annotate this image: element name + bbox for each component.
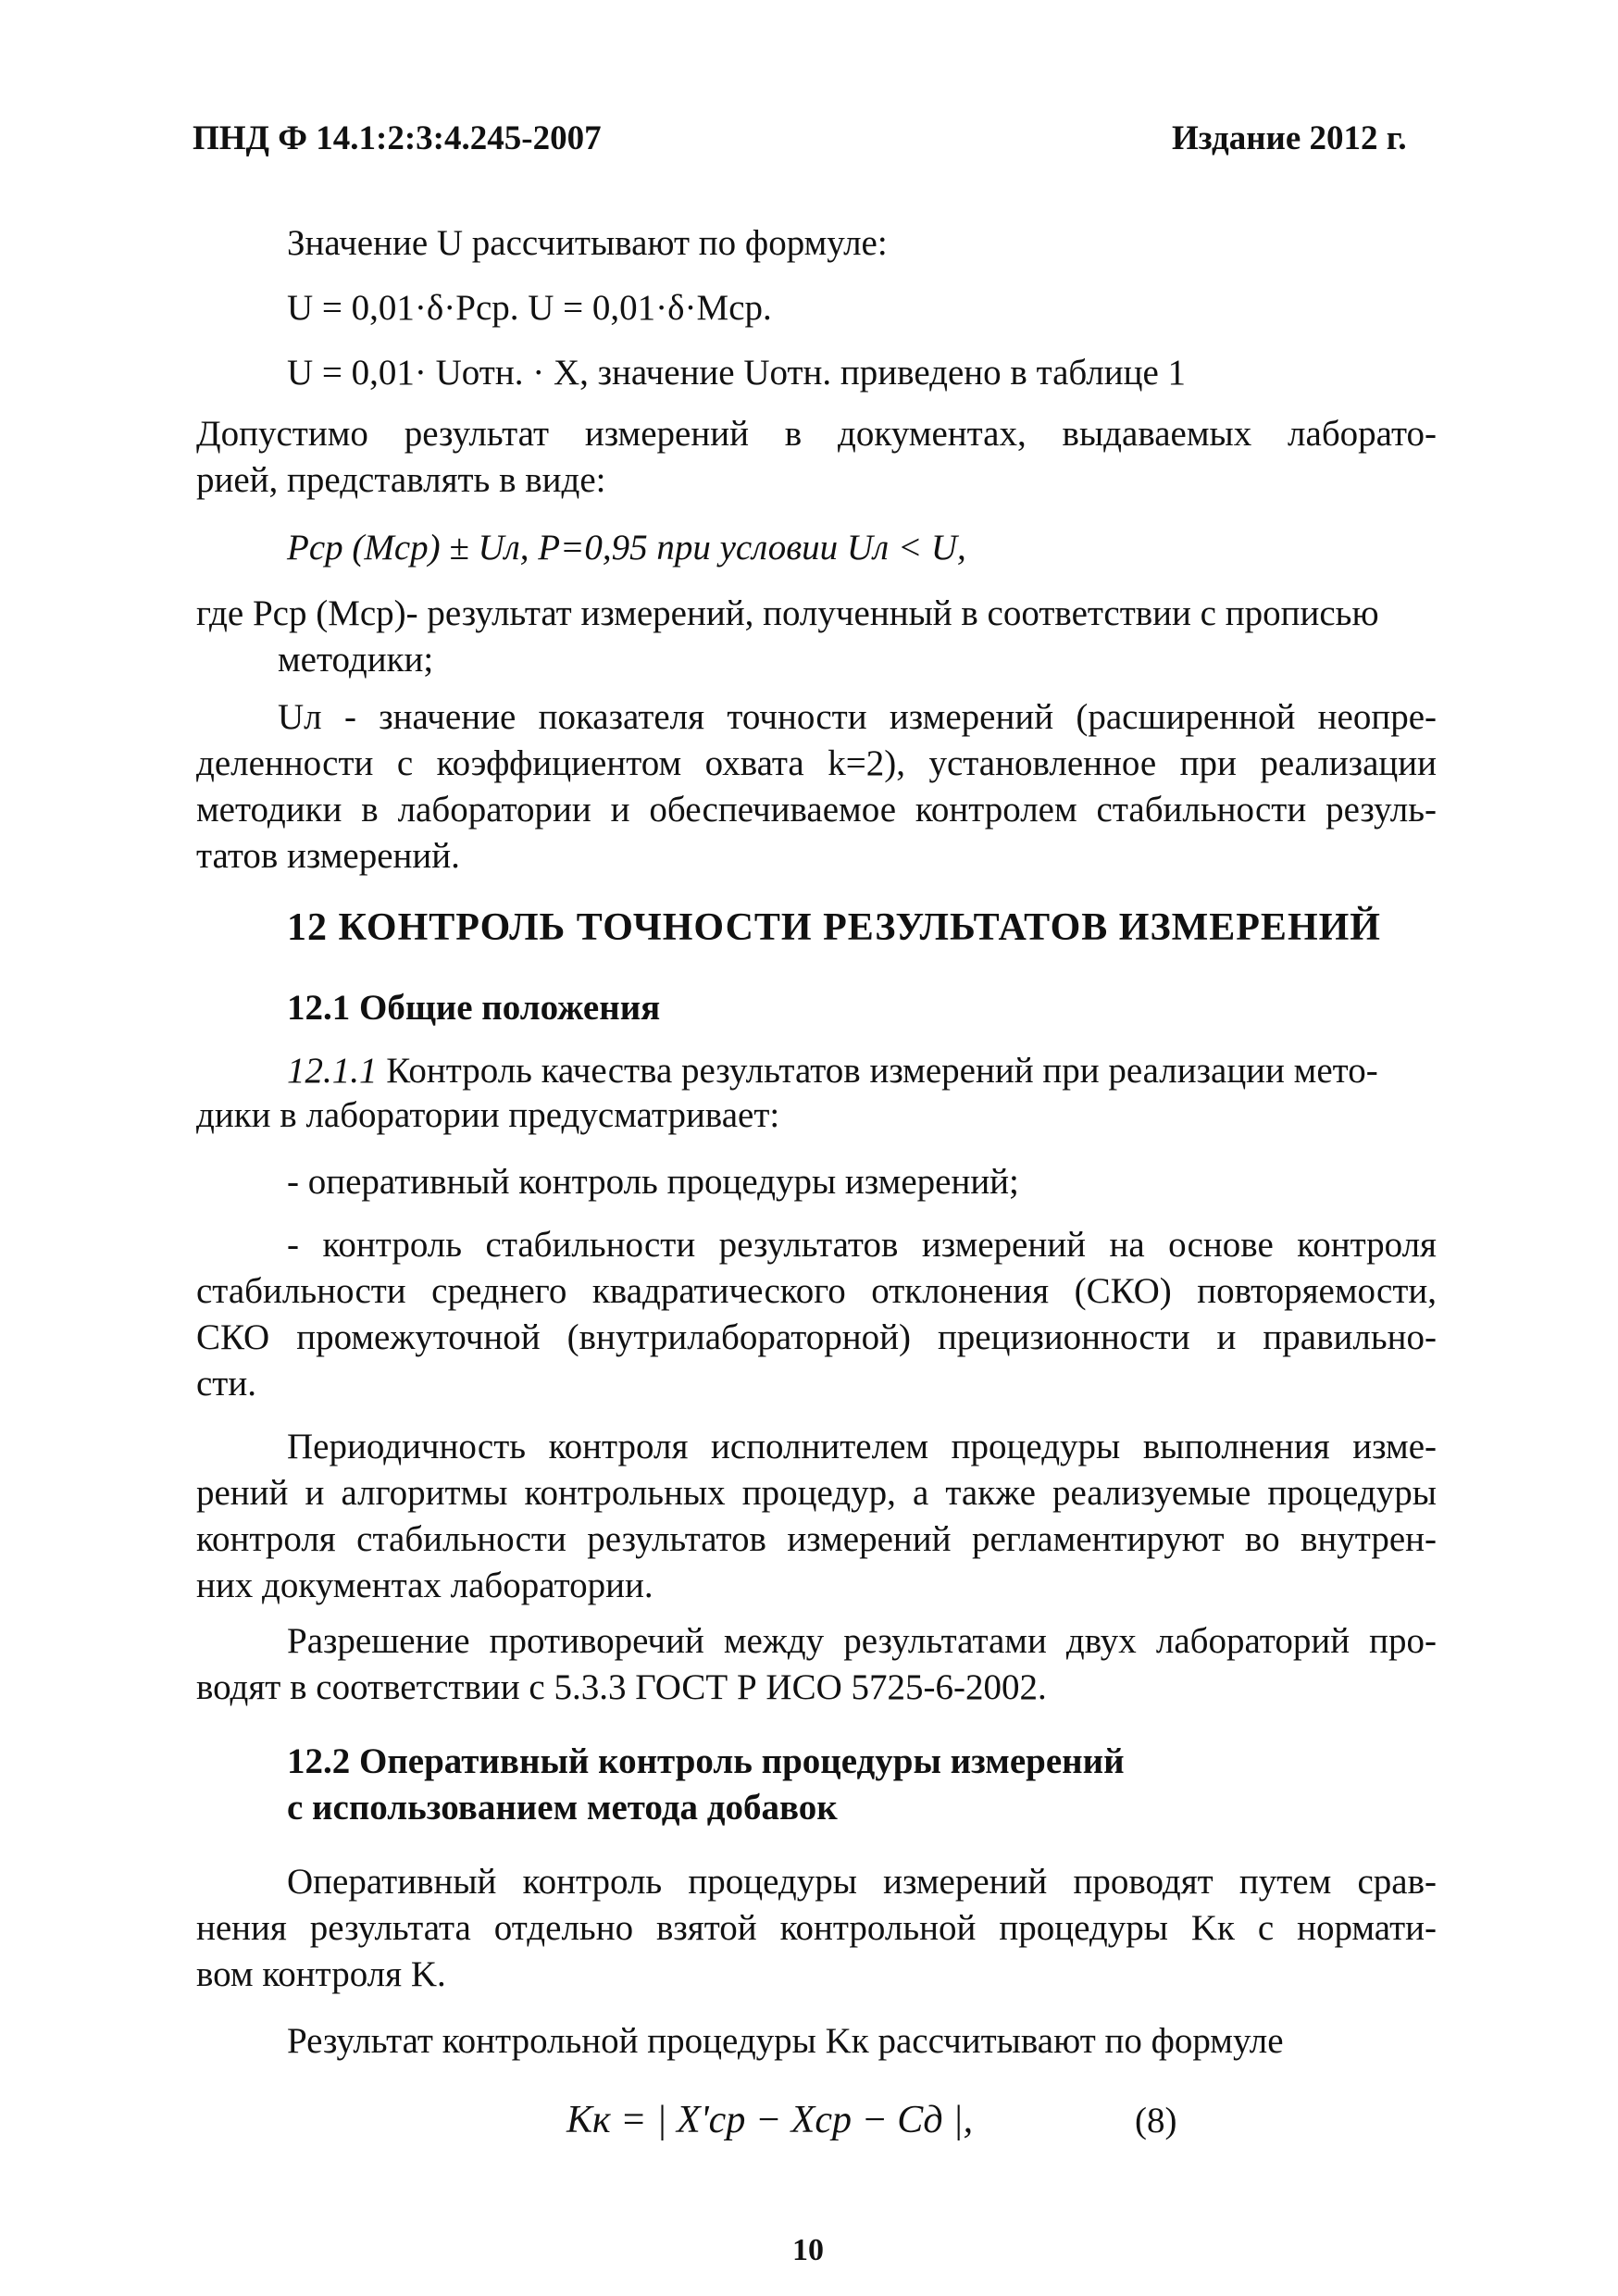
list-item-stability-line-4: сти. [196, 1364, 256, 1404]
where-line-1: где Pср (Mср)- результат измерений, полученный в соответствии с прописью [196, 593, 1379, 633]
para-text: Контроль качества результатов измерений при реализации мето- [386, 1051, 1378, 1091]
operational-line-1: Оперативный контроль процедуры измерений проводят путем срав- [287, 1862, 1437, 1902]
para-12-1-1-line-1 [287, 1048, 1378, 1093]
edition-year: Издание 2012 г. [1172, 119, 1407, 157]
operational-line-2: нения результата отдельно взятой контрольной процедуры Kк с нормати- [196, 1908, 1437, 1948]
formula-u-rel-line: U = 0,01· Uотн. · X, значение Uотн. приведено в таблице 1 [287, 353, 1187, 393]
formula-title: Значение U рассчитывают по формуле: [287, 223, 888, 263]
operational-line-3: вом контроля K. [196, 1954, 446, 1994]
list-item-stability-line-3: СКО промежуточной (внутрилабораторной) прецизионности и правильно- [196, 1317, 1437, 1357]
para-number: 12.1.1 [287, 1051, 378, 1091]
section-12-2-heading-line-1: 12.2 Оперативный контроль процедуры измерений [287, 1741, 1125, 1781]
equation-number: (8) [1135, 2101, 1177, 2140]
page-number: 10 [792, 2233, 824, 2267]
list-item-operational: - оперативный контроль процедуры измерений; [287, 1162, 1019, 1202]
kk-formula: Kк = | X'ср − Xср − Cд |, [566, 2099, 974, 2141]
document-code: ПНД Ф 14.1:2:3:4.245-2007 [193, 119, 602, 157]
section-12-1-heading: 12.1 Общие положения [287, 988, 661, 1028]
kk-intro: Результат контрольной процедуры Kк рассчитывают по формуле [287, 2021, 1284, 2061]
periodicity-line-3: контроля стабильности результатов измерений регламентируют во внутрен- [196, 1519, 1437, 1559]
periodicity-line-4: них документах лаборатории. [196, 1566, 653, 1605]
periodicity-line-2: рений и алгоритмы контрольных процедур, а также реализуемые процедуры [196, 1473, 1437, 1513]
ul-line-4: татов измерений. [196, 836, 460, 876]
para-12-1-1-line-2: дики в лаборатории предусматривает: [196, 1095, 780, 1135]
list-item-stability-line-2: стабильности среднего квадратического отклонения (СКО) повторяемости, [196, 1271, 1437, 1311]
where-line-2: методики; [278, 640, 434, 680]
list-item-stability-line-1: - контроль стабильности результатов измерений на основе контроля [287, 1225, 1437, 1265]
result-form: Pср (Mср) ± Uл, P=0,95 при условии Uл < U, [287, 528, 966, 568]
section-12-heading: 12 КОНТРОЛЬ ТОЧНОСТИ РЕЗУЛЬТАТОВ ИЗМЕРЕНИЙ [287, 906, 1381, 949]
ul-line-1: Uл - значение показателя точности измерений (расширенной неопре- [278, 697, 1437, 737]
allowed-text-line-1: Допустимо результат измерений в документах, выдаваемых лаборато- [196, 414, 1437, 454]
periodicity-line-1: Периодичность контроля исполнителем процедуры выполнения изме- [287, 1427, 1437, 1466]
ul-line-3: методики в лаборатории и обеспечиваемое контролем стабильности резуль- [196, 790, 1437, 830]
resolution-line-1: Разрешение противоречий между результатами двух лабораторий про- [287, 1621, 1437, 1661]
ul-line-2: деленности с коэффициентом охвата k=2), установленное при реализации [196, 743, 1437, 783]
resolution-line-2: водят в соответствии с 5.3.3 ГОСТ Р ИСО 5725-6-2002. [196, 1667, 1047, 1707]
formula-u-line: U = 0,01·δ·Pср. U = 0,01·δ·Mср. [287, 288, 772, 328]
allowed-text-line-2: рией, представлять в виде: [196, 460, 606, 500]
section-12-2-heading-line-2: с использованием метода добавок [287, 1788, 838, 1828]
